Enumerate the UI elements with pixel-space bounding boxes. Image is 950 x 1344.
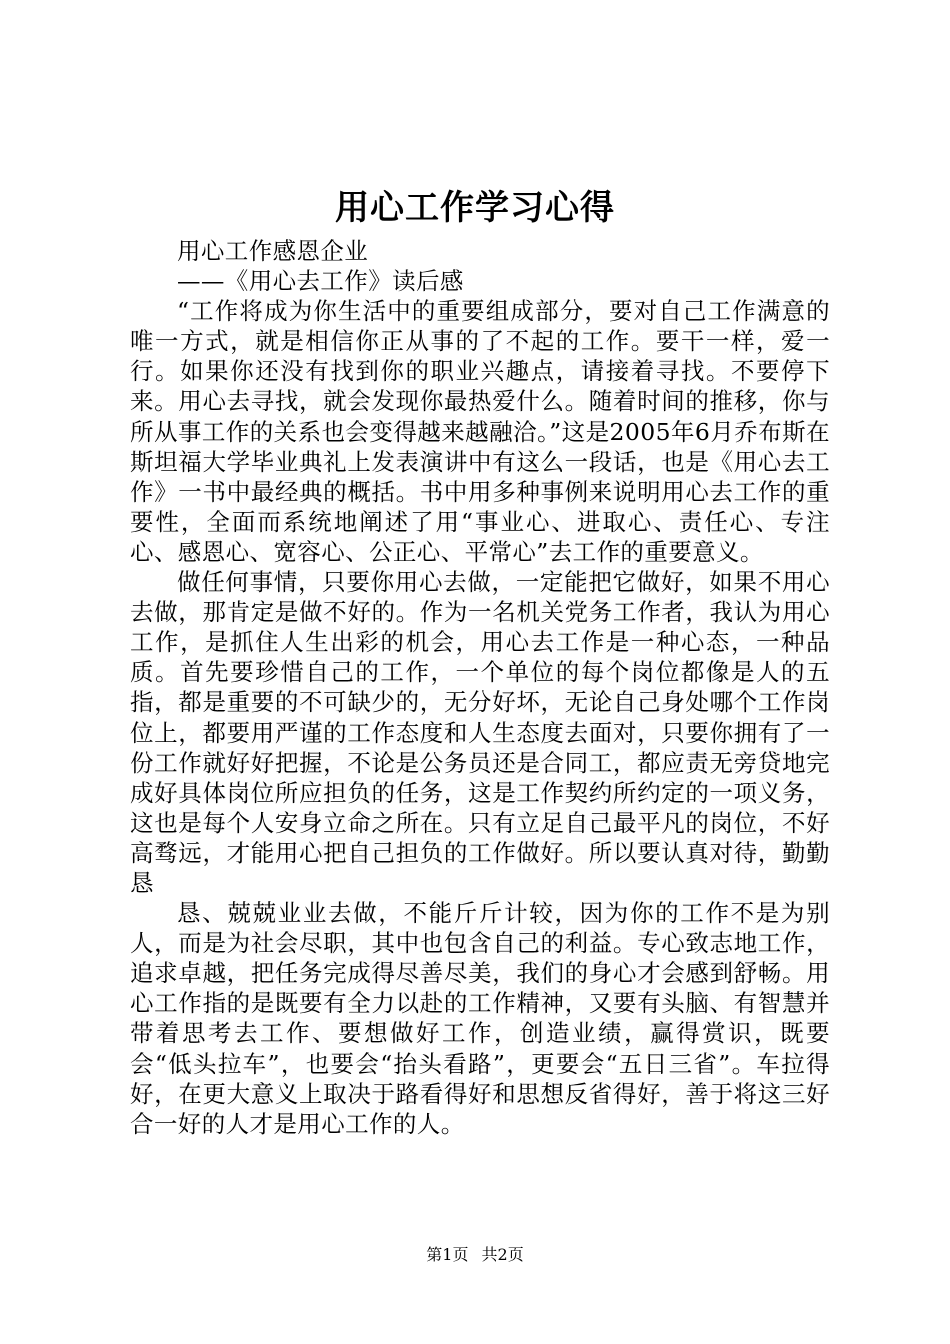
page-number: 第1页 bbox=[426, 1245, 469, 1264]
subtitle-line: ——《用心去工作》读后感 bbox=[177, 267, 464, 296]
page-total: 共2页 bbox=[481, 1245, 524, 1264]
body-paragraph: “工作将成为你生活中的重要组成部分，要对自己工作满意的唯一方式，就是相信你正从事的了不起的工作。要干一样，爱一行。如果你还没有找到你的职业兴趣点，请接着寻找。不要停下来。用心去寻找，就会发现你最热爱什么。随着时间的推移，你与所从事工作的关系也会变得越来越融洽。”这是2005年6月乔布斯在斯坦福大学毕业典礼上发表演讲中有这么一段话，也是《用心去工作》一书中最经典的概括。书中用多种事例来说明用心去工作的重要性，全面而系统地阐述了用“事业心、进取心、责任心、专注心、感恩心、宽容心、公正心、平常心”去工作的重要意义。 bbox=[130, 297, 830, 566]
document-title: 用心工作学习心得 bbox=[335, 188, 615, 228]
subtitle-line: 用心工作感恩企业 bbox=[177, 237, 369, 265]
body-paragraph: 做任何事情，只要你用心去做，一定能把它做好，如果不用心去做，那肯定是做不好的。作为一名机关党务工作者，我认为用心工作，是抓住人生出彩的机会，用心去工作是一种心态，一种品质。首先要珍惜自己的工作，一个单位的每个岗位都像是人的五指，都是重要的不可缺少的，无分好坏，无论自己身处哪个工作岗位上，都要用严谨的工作态度和人生态度去面对，只要你拥有了一份工作就好好把握，不论是公务员还是合同工，都应责无旁贷地完成好具体岗位所应担负的任务，这是工作契约所约定的一项义务，这也是每个人安身立命之所在。只有立足自己最平凡的岗位，不好高骛远，才能用心把自己担负的工作做好。所以要认真对待，勤勤恳 bbox=[130, 568, 830, 897]
body-paragraph: 恳、兢兢业业去做，不能斤斤计较，因为你的工作不是为别人，而是为社会尽职，其中也包含自己的利益。专心致志地工作，追求卓越，把任务完成得尽善尽美，我们的身心才会感到舒畅。用心工作指的是既要有全力以赴的工作精神，又要有头脑、有智慧并带着思考去工作、要想做好工作，创造业绩，赢得赏识，既要会“低头拉车”，也要会“抬头看路”，更要会“五日三省”。车拉得好，在更大意义上取决于路看得好和思想反省得好，善于将这三好合一好的人才是用心工作的人。 bbox=[130, 899, 830, 1138]
page-footer bbox=[0, 1244, 950, 1266]
document-body bbox=[130, 236, 830, 1139]
